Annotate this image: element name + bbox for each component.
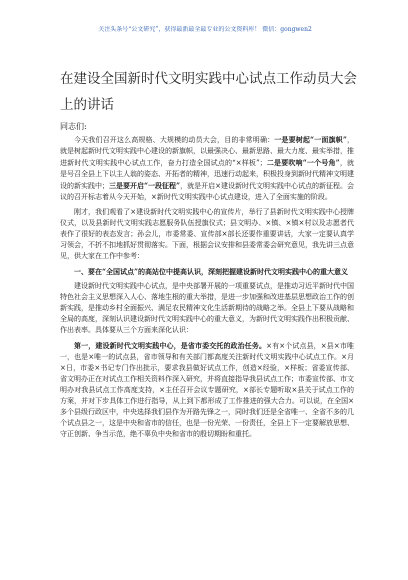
paragraph-2: 刚才，我们观看了×建设新时代文明实践中心的宣传片，举行了县新时代文明实践中心授牌仪式，以及县新时代文明实践志愿服务队伍授旗仪式；县文明办、×镇、×镇×村以及志愿者代表作了很好的表态发言；孙会儿，市委常委、宣传部×部长还要作重要讲话，大家一定要认真学习领会，不折不扣地抓好贯彻落实。下面，根据会议安排和县委常委会研究意见，我先讲三点意见，供大家在工作中参考：: [60, 208, 354, 260]
promo-banner[interactable]: 关注头条号“公文研究”，获得最新最全最专业的公文资料库！ 微信：gongwen2: [98, 26, 312, 33]
para1-text-g: ，就是开启×建设新时代文明实践中心试点的新征程。会议的召开标志着从今天开始，×新时代文明实践中心试点建设，进入了全面实施的阶段。: [60, 182, 354, 201]
para1-text-a: 今天我们召开这么高规格、大规模的动员大会，目的非常明确：: [74, 136, 275, 144]
para1-bold-f: 三是要开启“一段征程”: [109, 181, 181, 190]
document-body: [60, 134, 354, 440]
paragraph-4: [60, 340, 354, 440]
para1-bold-b: 一是要树起“一面旗帜”: [274, 135, 347, 144]
paragraph-1: [60, 134, 354, 203]
para4-bold-a: 第一，建设新时代文明实践中心，是省市委交托的政治任务。: [74, 341, 267, 350]
para4-text-b: ×有×个试点县，×县×市唯一，也是×唯一的试点县，省市领导和有关部门都高度关注新时代文明实践中心试点工作。×月×日，市委×书记专门作出批示，要求我县做好试点工作，创造×经验，×样板；省委宣传部、省文明办正在对试点工作相关资料作深入研究，并将直接指导我县试点工作；市委宣传部、市文明办对我县试点工作高度支持，×主任召开会议专题研究，×部长专题听取×县关于试点工作的方案，并对下步具体工作进行指导，从上到下都形成了工作推进的强大合力。可以说，在全国×多个县级行政区中，中央选择我们县作为开路先锋之一，同时我们还是全省唯一、全省不多的几个试点县之一，这是中央和省市的信任，也是一份光荣、一份责任，全县上下一定要解放思想、守正创新、争当示范，绝不辜负中央和省市的殷切期盼和重托。: [60, 342, 354, 438]
para1-text-e: ，就是号召全县上下以主人翁的姿态、开拓者的精神，迅速行动起来，积极投身到新时代精神文明建设的新实践中；: [60, 159, 354, 190]
document-title: 在建设全国新时代文明实践中心试点工作动员大会上的讲话: [60, 71, 357, 113]
para1-bold-d: 二是要吹响“一个号角”: [266, 158, 340, 167]
salutation: 同志们:: [60, 122, 87, 131]
para1-text-c: ，就是树起新时代文明实践中心建设的新旗帜，以最强决心、最新思路、最大力度、最实举措，推进新时代文明实践中心试点工作，奋力打造全国试点的“×样板”；: [60, 136, 354, 167]
paragraph-3: 建设新时代文明实践中心试点，是中央部署开展的一项重要试点，是推动习近平新时代中国特色社会主义思想深入人心、落地生根的重大举措，是进一步加强和改进基层思想政治工作的创新实践，是推动乡村全面振兴、满足农民精神文化生活新期待的战略之举。全县上下要从战略和全局的高度，深刻认识建设新时代文明实践中心的重大意义，为新时代文明实践作出积极贡献、作出表率。具体要从三个方面来深化认识：: [60, 282, 354, 334]
section-1-heading: 一、要在“全国试点”的高站位中提高认识，深刻把握建设新时代文明实践中心的重大意义: [74, 267, 349, 276]
